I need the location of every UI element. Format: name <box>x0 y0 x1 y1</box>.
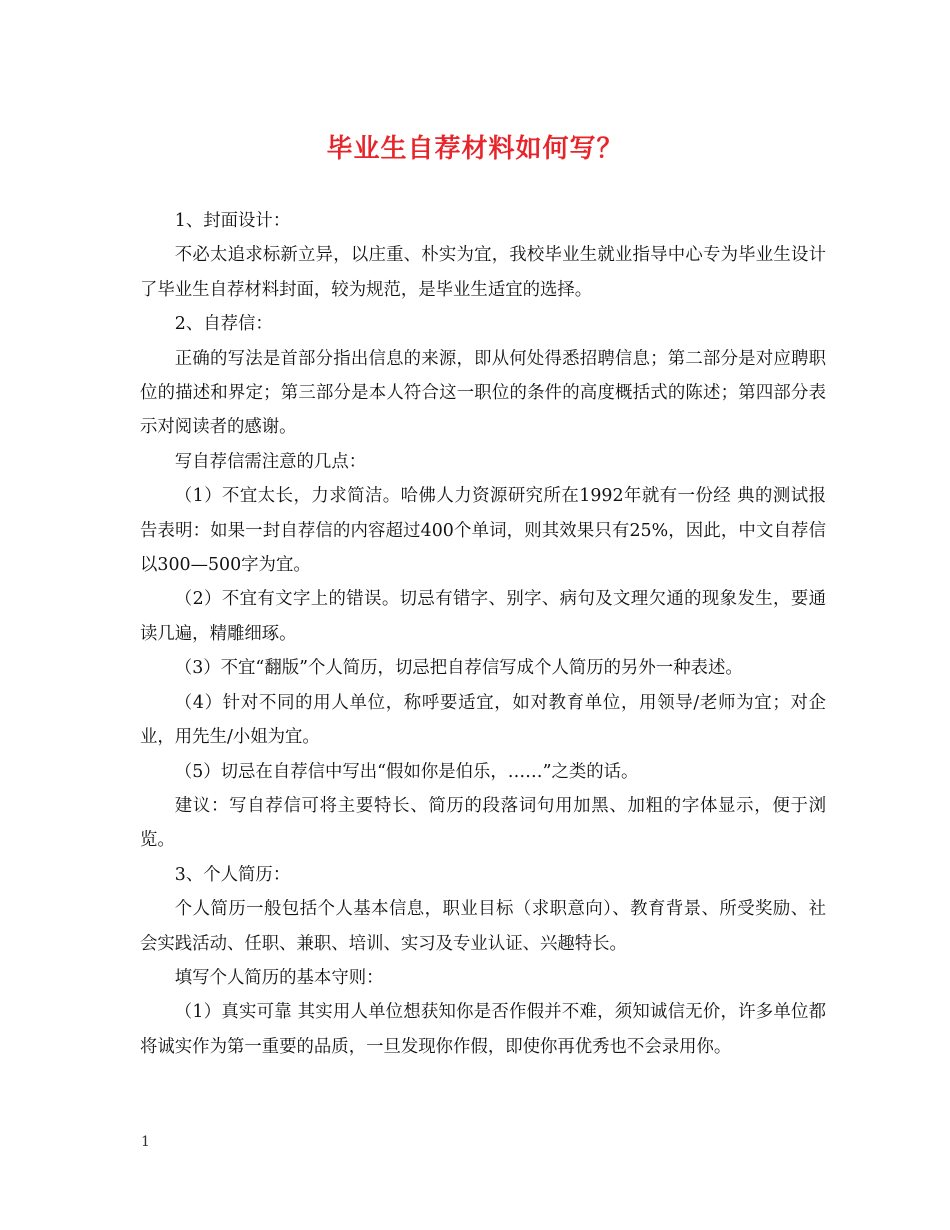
section-heading-resume: 3、个人简历： <box>174 864 291 885</box>
section-heading-cover: 1、封面设计： <box>174 211 291 231</box>
subheading-rules: 填写个人简历的基本守则： <box>174 967 384 988</box>
list-item: （3）不宜“翻版”个人简历，切忌把自荐信写成个人简历的另外一种表述。 <box>174 658 743 679</box>
list-item: （1）不宜太长，力求简洁。哈佛人力资源研究所在1992年就有一份经 典的测试报告表明：如果一封自荐信的内容超过400个单词，则其效果只有25%，因此，中文自荐信以300—500字为宜。 <box>140 486 826 576</box>
list-item: （1）真实可靠 其实用人单位想获知你是否作假并不难，须知诚信无价，许多单位都将诚实作为第一重要的品质，一旦发现你作假，即使你再优秀也不会录用你。 <box>140 1002 826 1057</box>
list-item: （4）针对不同的用人单位，称呼要适宜，如对教育单位，用领导/老师为宜；对企业，用先生/小姐为宜。 <box>140 692 826 748</box>
page-number: 1 <box>141 1134 150 1150</box>
paragraph: 不必太追求标新立异，以庄重、朴实为宜，我校毕业生就业指导中心专为毕业生设计了毕业生自荐材料封面，较为规范，是毕业生适宜的选择。 <box>140 245 826 300</box>
document-body <box>140 204 826 1064</box>
page-title: 毕业生自荐材料如何写？ <box>326 134 624 164</box>
paragraph: 正确的写法是首部分指出信息的来源，即从何处得悉招聘信息；第二部分是对应聘职位的描述和界定；第三部分是本人符合这一职位的条件的高度概括式的陈述；第四部分表示对阅读者的感谢。 <box>140 348 826 438</box>
list-item: （5）切忌在自荐信中写出“假如你是伯乐，……”之类的话。 <box>174 761 639 782</box>
paragraph: 个人简历一般包括个人基本信息，职业目标（求职意向）、教育背景、所受奖励、社会实践活动、任职、兼职、培训、实习及专业认证、兴趣特长。 <box>140 899 826 954</box>
subheading-notes: 写自荐信需注意的几点： <box>174 451 367 472</box>
list-item: （2）不宜有文字上的错误。切忌有错字、别字、病句及文理欠通的现象发生，要通读几遍，精雕细琢。 <box>140 589 826 644</box>
section-heading-cover-letter: 2、自荐信： <box>174 314 273 335</box>
paragraph-suggestion: 建议：写自荐信可将主要特长、简历的段落词句用加黑、加粗的字体显示，便于浏览。 <box>140 795 826 851</box>
